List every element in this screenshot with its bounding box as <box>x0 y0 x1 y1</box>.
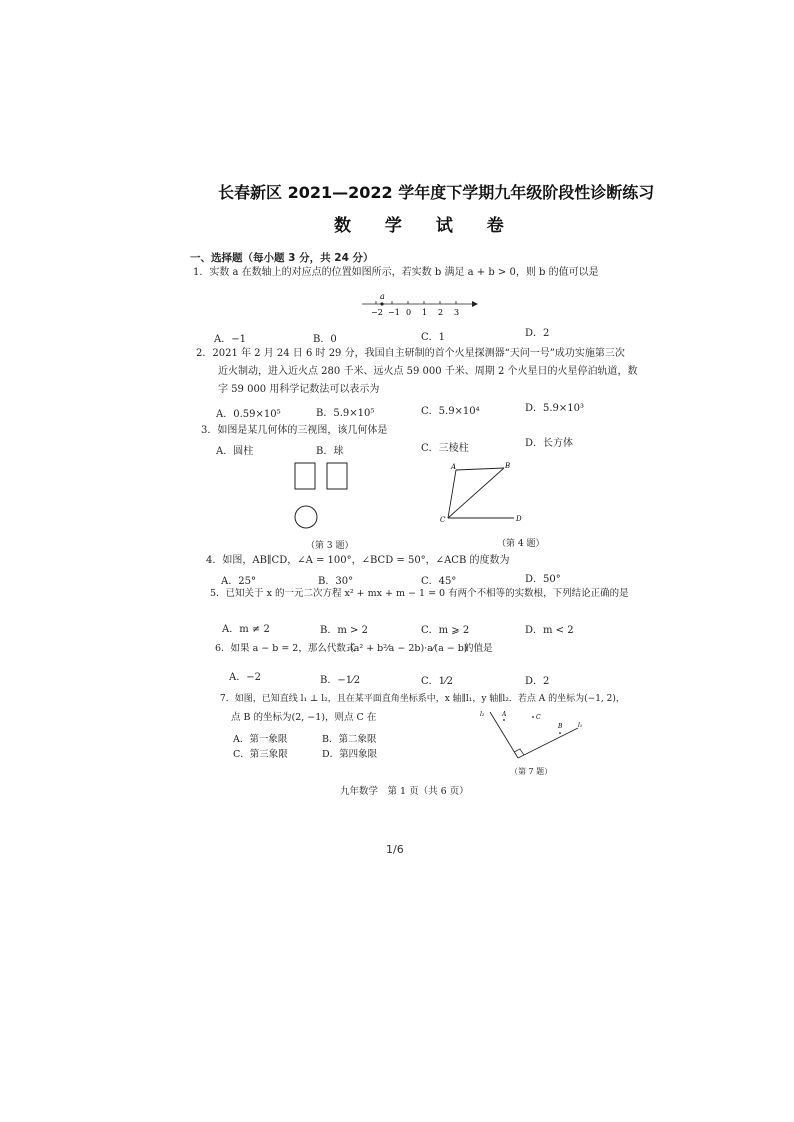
q7-option-b[interactable]: B．第二象限 <box>322 734 377 745</box>
tick-label: 3 <box>454 308 460 317</box>
q6-expression: (a² + b²⁄a − 2b)·a⁄(a − b) <box>350 643 468 654</box>
q3-stem: 3．如图是某几何体的三视图，该几何体是 <box>201 425 388 436</box>
q1-option-c[interactable]: C．1 <box>421 332 446 343</box>
q7-figure <box>476 706 588 768</box>
tick-label: −2 <box>371 308 383 317</box>
q3-option-d[interactable]: D．长方体 <box>525 438 574 449</box>
q2-option-a[interactable]: A．0.59×10⁵ <box>216 409 281 420</box>
label-c: C <box>536 714 541 721</box>
q4-caption: （第 4 题） <box>497 539 545 549</box>
segment-ac <box>448 470 456 518</box>
label-d: D <box>516 515 522 523</box>
segment-bc <box>448 468 504 518</box>
label-b: B <box>505 462 511 470</box>
q7-line-1: 7．如图，已知直线 l₁ ⊥ l₂，且在某平面直角坐标系中，x 轴∥l₁，y 轴∥l₂．若点 A 的坐标为(−1, 2)， <box>220 694 625 704</box>
label-a: A <box>451 463 457 471</box>
q6-option-d[interactable]: D．2 <box>525 676 550 687</box>
q6-stem-post: 的值是 <box>464 643 493 654</box>
q2-option-b[interactable]: B．5.9×10⁵ <box>316 408 375 419</box>
q7-option-c[interactable]: C．第三象限 <box>233 749 288 760</box>
q2-option-c[interactable]: C．5.9×10⁴ <box>421 406 480 417</box>
label-c: C <box>440 516 446 524</box>
q6-stem-pre: 6．如果 a − b = 2，那么代数式 <box>215 643 356 654</box>
tick-label: 2 <box>438 308 444 317</box>
page-footer: 九年数学 第 1 页（共 6 页） <box>340 786 469 797</box>
q2-option-d[interactable]: D．5.9×10³ <box>525 403 585 414</box>
line-l1 <box>518 728 578 758</box>
q7-line-2: 点 B 的坐标为(2, −1)，则点 C 在 <box>231 712 377 723</box>
q6-option-c[interactable]: C．1⁄2 <box>421 676 454 687</box>
q2-line-1: 2．2021 年 2 月 24 日 6 时 29 分，我国自主研制的首个火星探测器“天问一号”成功实施第三次 <box>196 348 625 359</box>
page-indicator: 1/6 <box>386 843 404 856</box>
tick-label: 1 <box>422 308 428 317</box>
point-a-dot <box>503 719 505 721</box>
q4-option-b[interactable]: B．30° <box>318 576 354 587</box>
q7-option-d[interactable]: D．第四象限 <box>322 749 378 760</box>
q1-number-line <box>360 292 480 322</box>
q2-line-2: 近火制动，进入近火点 280 千米、远火点 59 000 千米、周期 2 个火星日的火星停泊轨道，数 <box>218 366 638 377</box>
exam-title: 长春新区 2021—2022 学年度下学期九年级阶段性诊断练习 <box>218 183 655 202</box>
point-a-dot <box>380 302 383 305</box>
line-l2 <box>490 712 518 758</box>
q4-option-c[interactable]: C．45° <box>421 576 457 587</box>
side-view-rect <box>327 463 347 489</box>
q5-option-c[interactable]: C．m ⩾ 2 <box>421 625 470 636</box>
q5-stem: 5．已知关于 x 的一元二次方程 x² + mx + m − 1 = 0 有两个不相等的实数根，下列结论正确的是 <box>210 588 629 599</box>
q1-stem: 1．实数 a 在数轴上的对应点的位置如图所示，若实数 b 满足 a + b > 0，则 b 的值可以是 <box>193 267 599 278</box>
tick-label: 0 <box>406 308 412 317</box>
segment-ab <box>456 468 504 470</box>
q4-figure <box>436 460 536 528</box>
q3-option-b[interactable]: B．球 <box>316 446 344 457</box>
q1-option-d[interactable]: D．2 <box>525 328 550 339</box>
top-view-circle <box>295 506 317 528</box>
label-l1: l₁ <box>578 722 583 729</box>
q3-option-c[interactable]: C．三棱柱 <box>421 443 469 454</box>
label-b: B <box>558 723 563 730</box>
q1-option-a[interactable]: A．−1 <box>214 334 246 345</box>
q3-three-views-figure <box>290 460 360 535</box>
label-a: A <box>502 711 507 718</box>
q4-option-a[interactable]: A．25° <box>221 576 256 587</box>
q3-option-a[interactable]: A．圆柱 <box>216 446 254 457</box>
q5-option-d[interactable]: D．m < 2 <box>525 625 574 636</box>
section-heading: 一、选择题（每小题 3 分，共 24 分） <box>190 252 374 264</box>
point-c-dot <box>532 716 534 718</box>
q2-line-3: 字 59 000 用科学记数法可以表示为 <box>218 384 380 395</box>
q3-caption: （第 3 题） <box>306 541 354 551</box>
number-line-arrow <box>472 301 478 307</box>
tick-label: −1 <box>388 308 400 317</box>
point-a-label: a <box>380 292 385 301</box>
q7-option-a[interactable]: A．第一象限 <box>233 734 288 745</box>
q6-option-a[interactable]: A．−2 <box>229 672 261 683</box>
exam-subtitle: 数 学 试 卷 <box>334 216 518 236</box>
label-l2: l₂ <box>480 711 485 718</box>
q5-option-b[interactable]: B．m > 2 <box>320 625 368 636</box>
q1-option-b[interactable]: B．0 <box>313 334 337 345</box>
q7-caption: （第 7 题） <box>510 767 553 776</box>
q6-option-b[interactable]: B．−1⁄2 <box>320 675 361 686</box>
q4-stem: 4．如图，AB∥CD，∠A = 100°，∠BCD = 50°，∠ACB 的度数为 <box>206 555 510 566</box>
point-b-dot <box>559 732 561 734</box>
q4-option-d[interactable]: D．50° <box>525 574 561 585</box>
front-view-rect <box>295 463 315 489</box>
q5-option-a[interactable]: A．m ≠ 2 <box>222 624 270 635</box>
